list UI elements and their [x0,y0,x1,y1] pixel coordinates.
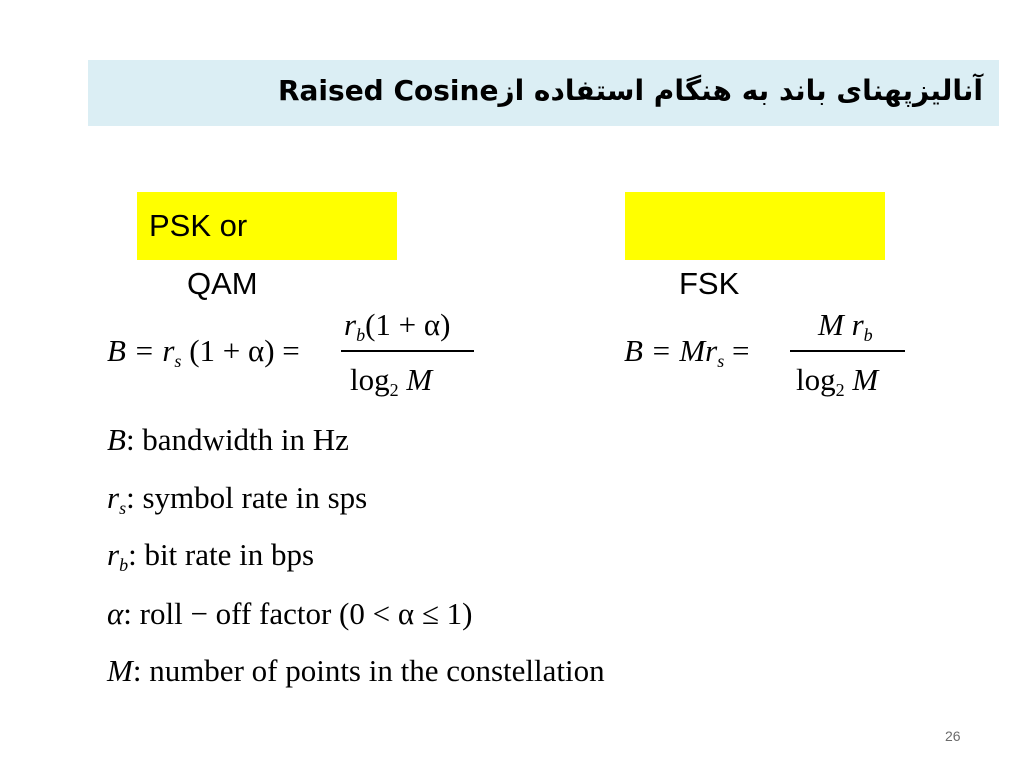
psk-fraction-bar [341,350,474,352]
title-raised-cosine: Raised Cosine [277,74,499,107]
slide-title [278,74,983,107]
definition-constellation: M: number of points in the constellation [107,653,605,688]
fsk-equation-denominator: $\log_2 M$ [796,362,879,400]
fsk-equation-numerator: M $r_b$ [818,307,873,345]
fsk-label: FSK [679,266,740,301]
qam-label: QAM [187,266,258,301]
definition-symbol-rate: $r_s$: symbol rate in sps [107,480,368,518]
psk-equation-lhs: $B = r_s$ (1 + α) = [107,333,300,371]
psk-label: PSK or [149,208,248,243]
page-number: 26 [945,728,961,744]
definition-bit-rate: $r_b$: bit rate in bps [107,537,315,575]
definition-rolloff: α: roll − off factor (0 < α ≤ 1) [107,596,473,631]
fsk-equation-lhs: $B = Mr_s$ = [624,333,750,371]
title-bar [88,60,999,126]
fsk-highlight-box [625,192,885,260]
fsk-fraction-bar [790,350,905,352]
title-persian-text: آنالیزپهنای باند به هنگام استفاده از [498,74,983,107]
psk-equation-denominator: $\log_2 M$ [350,362,433,400]
definition-bandwidth: B: bandwidth in Hz [107,422,349,457]
psk-equation-numerator: $r_b(1 + \alpha)$ [344,307,451,345]
